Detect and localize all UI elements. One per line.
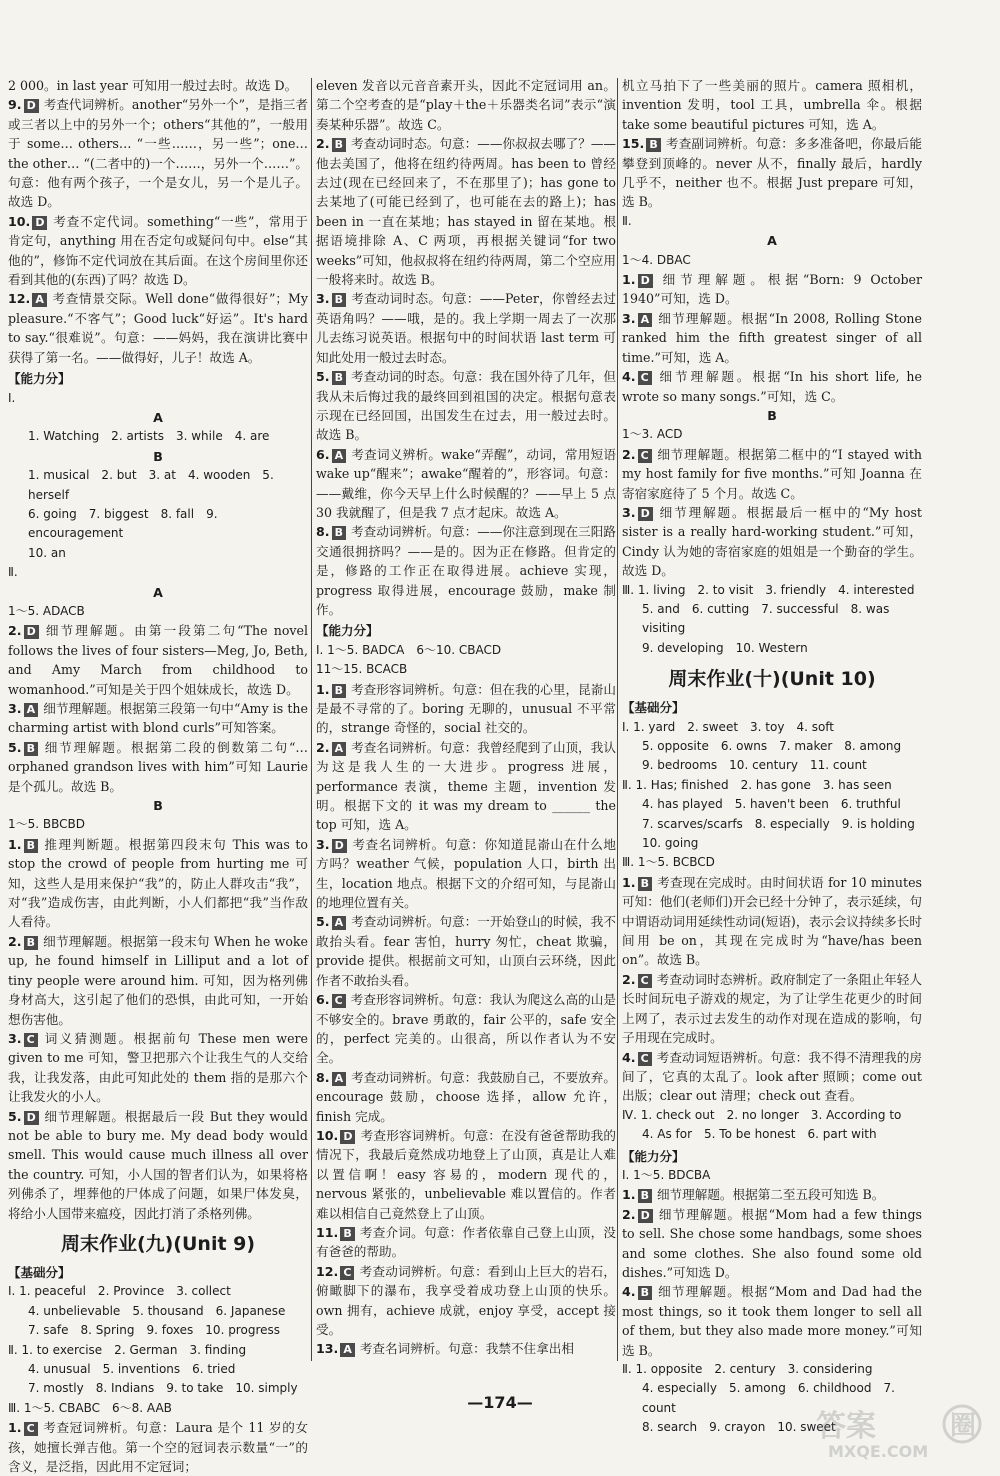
answer-item xyxy=(8,835,308,932)
explanation-text: 考查词义辨析。wake“弄醒”，动词，常用短语 wake up“醒来”；awake“醒着的”，形容词。句意：——戴维，你今天早上什么时候醒的？——早上 5 点 30 我就醒了，但是我 7 点才起床。故选 A。 xyxy=(316,446,616,520)
answer-letter-badge: B xyxy=(332,526,346,540)
answer-item xyxy=(316,1126,616,1223)
unit-title: 周末作业(九)(Unit 9) xyxy=(60,1232,256,1255)
question-number: 1. xyxy=(622,874,636,890)
svg-text:圈: 圈 xyxy=(950,1411,977,1441)
answer-line: 1～3. ACD xyxy=(622,427,683,442)
answer-letter-badge: A xyxy=(332,449,347,463)
answer-line: Ⅰ. 1～5. BADCA 6～10. CBACD xyxy=(316,642,502,657)
answer-letter-badge: D xyxy=(332,839,347,853)
section-heading: 【能力分】 xyxy=(8,371,71,387)
answer-letter-badge: A xyxy=(24,703,39,717)
answer-item xyxy=(622,1205,922,1283)
answer-letter-badge: C xyxy=(638,449,652,463)
answer-letter-badge: C xyxy=(638,974,652,988)
question-number: 3. xyxy=(8,701,22,716)
answer-line: 4. has played 5. haven't been 6. truthful xyxy=(642,797,901,812)
explanation-text: 考查副词辨析。句意：多多准备吧，你最后能攀登到顶峰的。never 从不，finally 最后，hardly 几乎不，neither 也不。根据 Just prepare 可知，选 B。 xyxy=(622,136,922,210)
answer-letter-badge: D xyxy=(638,274,653,288)
roman-numeral: Ⅱ. xyxy=(622,213,632,228)
answer-letter-badge: D xyxy=(638,507,653,521)
question-number: 4. xyxy=(622,369,636,385)
answer-line: 7. safe 8. Spring 9. foxes 10. progress xyxy=(28,1323,280,1338)
question-number: 12. xyxy=(8,291,31,307)
question-number: 4. xyxy=(622,1284,636,1300)
answer-item xyxy=(622,367,922,406)
section-heading: 【基础分】 xyxy=(8,1264,71,1280)
answer-line: Ⅰ. 1. peaceful 2. Province 3. collect xyxy=(8,1284,231,1299)
answer-line: 9. developing 10. Western xyxy=(642,640,808,655)
question-number: 4. xyxy=(622,1049,636,1065)
explanation-text: 考查动词辨析。句意：——你注意到现在三阳路交通很拥挤吗？——是的。因为正在修路。但肯定的是，修路的工作正在取得进展。achieve 实现，progress 取得进展，encourage 鼓励，make 制作。 xyxy=(316,524,616,617)
question-number: 1. xyxy=(622,272,636,288)
part-label: B xyxy=(153,448,163,464)
answer-item xyxy=(8,699,308,738)
answer-letter-badge: A xyxy=(332,742,347,756)
answer-item xyxy=(622,309,922,367)
question-number: 3. xyxy=(622,504,636,520)
answer-line: 4. especially 5. among 6. childhood 7. count xyxy=(642,1381,895,1415)
answer-letter-badge: C xyxy=(340,1266,354,1280)
part-label: B xyxy=(153,798,163,814)
explanation-text: 细节理解题。根据最后一段 But they would not be able to bury me. My dead body would smell. This would cause much illness all over the country. 可知，小人国的智者们认为，如果将格列佛杀了，埋葬他的尸体成了问题，如果尸体发臭，将给小人国带来瘟疫，因此打消了杀格列佛。 xyxy=(8,1108,308,1221)
answer-item xyxy=(8,621,308,699)
answer-line: 1～5. BBCBD xyxy=(8,817,86,832)
question-number: 5. xyxy=(316,914,330,930)
answer-item xyxy=(316,1339,616,1358)
answer-line: 4. As for 5. To be honest 6. part with xyxy=(642,1127,877,1142)
paragraph: 2 000。in last year 可知用一般过去时。故选 D。 xyxy=(8,78,298,93)
svg-text:答案: 答案 xyxy=(816,1409,876,1444)
answer-letter-badge: A xyxy=(332,1072,347,1086)
answer-letter-badge: B xyxy=(332,293,346,307)
answer-item xyxy=(8,1418,308,1476)
question-number: 15. xyxy=(622,136,645,152)
answer-item xyxy=(622,503,922,581)
answer-item xyxy=(8,738,308,796)
answer-item xyxy=(316,1223,616,1262)
explanation-text: 考查名词辨析。句意：我禁不住拿出相 xyxy=(359,1341,574,1357)
question-number: 8. xyxy=(316,524,330,540)
explanation-text: 细节理解题。由第一段第二句“The novel follows the lives of four sisters—Meg, Jo, Beth, and Amy March from childhood to womanhood.”可知是关于四个姐妹成长，故选 D。 xyxy=(8,623,308,697)
answer-line: Ⅱ. 1. to exercise 2. German 3. finding xyxy=(8,1342,247,1357)
answer-line: 7. scarves/scarfs 8. especially 9. is holding xyxy=(642,816,915,831)
answer-letter-badge: D xyxy=(638,1209,653,1223)
answer-item xyxy=(8,932,308,1029)
answer-item xyxy=(316,835,616,913)
unit-title: 周末作业(十)(Unit 10) xyxy=(668,668,876,691)
explanation-text: 考查动词时态。句意：——Peter，你曾经去过英语角吗？——哦，是的。我上学期一周去了一次那儿去练习说英语。根据句中的时间状语 last term 可知此处用一般过去时态。 xyxy=(316,291,616,365)
answer-item xyxy=(8,95,308,211)
answer-item xyxy=(622,1048,922,1106)
part-label: A xyxy=(153,584,163,600)
question-number: 2. xyxy=(8,623,22,639)
answer-letter-badge: B xyxy=(340,1227,354,1241)
answer-item xyxy=(622,134,922,212)
answer-letter-badge: D xyxy=(24,99,39,113)
question-number: 2. xyxy=(316,136,330,152)
question-number: 5. xyxy=(8,1108,22,1124)
answer-line: 4. unusual 5. inventions 6. tried xyxy=(28,1362,236,1376)
explanation-text: 考查介词。句意：作者依靠自己登上山顶，没有爸爸的帮助。 xyxy=(316,1224,616,1260)
answer-item xyxy=(8,1107,308,1223)
answer-letter-badge: A xyxy=(332,916,347,930)
question-number: 1. xyxy=(8,836,22,852)
answer-line: 1. Watching 2. artists 3. while 4. are xyxy=(28,429,270,444)
answer-letter-badge: C xyxy=(24,1033,38,1047)
answer-item xyxy=(622,270,922,309)
question-number: 10. xyxy=(8,213,31,229)
question-number: 2. xyxy=(622,971,636,987)
answer-item xyxy=(316,680,616,738)
explanation-text: 细节理解题。根据第三段第一句中“Amy is the charming artist with blond curls”可知答案。 xyxy=(8,701,308,736)
question-number: 6. xyxy=(316,446,330,462)
answer-letter-badge: B xyxy=(638,877,652,891)
answer-line: Ⅰ. 1. yard 2. sweet 3. toy 4. soft xyxy=(622,719,835,734)
column-divider xyxy=(311,78,312,1361)
answer-letter-badge: A xyxy=(638,313,653,327)
answer-letter-badge: D xyxy=(24,625,39,639)
answer-line: 1～5. ADACB xyxy=(8,603,85,618)
answer-line: Ⅲ. 1～5. CBABC 6～8. AAB xyxy=(8,1400,172,1415)
answer-line: Ⅱ. 1. opposite 2. century 3. considering xyxy=(622,1362,873,1376)
explanation-text: 考查名词辨析。句意：我曾经爬到了山顶，我认为这是我人生的一大进步。progress 进展，performance 表演，theme 主题，invention 发明。根据下文的 it was my dream to ______ the top 可知，选 A。 xyxy=(316,739,616,833)
answer-letter-badge: B xyxy=(332,138,346,152)
answer-item xyxy=(316,367,616,445)
explanation-text: 细节理解题。根据第一段末句 When he woke up, he found himself in Lilliput and a lot of tiny people were around him. 可知，因为格列佛身材高大，这引起了他们的恐惧，由此可知，一开始想伤害他。 xyxy=(8,933,308,1027)
part-label: B xyxy=(767,407,777,423)
answer-line: Ⅳ. 1. check out 2. no longer 3. According to xyxy=(622,1107,902,1122)
answer-letter-badge: C xyxy=(332,994,346,1008)
explanation-text: 考查形容词辨析。句意：但在我的心里，昆嵛山是最不寻常的了。boring 无聊的，unusual 不平常的，strange 奇怪的，social 社交的。 xyxy=(316,681,616,736)
explanation-text: 推理判断题。根据第四段末句 This was to stop the crowd of people from hurting me 可知，这些人是用来保护“我”的，防止人群攻击“我”，对“我”造成伤害，由此判断，小人们都把“我”当作敌人看待。 xyxy=(8,836,308,930)
answer-letter-badge: D xyxy=(340,1130,355,1144)
explanation-text: 考查代词辨析。another“另外一个”，是指三者或三者以上中的另外一个；others“其他的”，一般用于 some… others… “一些……，另一些”；one… the other… “(二者中的)一个……，另外一个……”。句意：他有两个孩子，一个是女儿，另一个是儿子。故选 D。 xyxy=(8,97,308,210)
answer-letter-badge: D xyxy=(32,216,47,230)
answer-item xyxy=(622,445,922,503)
explanation-text: 考查现在完成时。由时间状语 for 10 minutes 可知：他们(老师们)开会已经十分钟了，表示延续，句中谓语动词用延续性动词(短语)，表示会议持续多长时间用 be on，其现在完成时为“have/has been on”。故选 B。 xyxy=(622,874,922,968)
explanation-text: 细节理解题。根据最后一框中的“My host sister is a really hard-working student.”可知，Cindy 认为她的寄宿家庭的姐姐是一个勤奋的学生。故选 D。 xyxy=(622,504,922,579)
answer-item xyxy=(8,212,308,290)
column-middle xyxy=(316,76,616,1365)
part-label: A xyxy=(153,409,163,425)
question-number: 5. xyxy=(8,739,22,755)
explanation-text: 细节理解题。根据第二段的倒数第二句“… orphaned grandson lives with him”可知 Laurie 是个孤儿。故选 B。 xyxy=(8,739,308,794)
question-number: 13. xyxy=(316,1341,339,1357)
answer-item xyxy=(316,445,616,523)
question-number: 5. xyxy=(316,369,330,385)
explanation-text: 词义猜测题。根据前句 These men were given to me 可知，警卫把那六个让我生气的人交给我，让我发落，由此可知此处的 them 指的是那六个让我发火的小人。 xyxy=(8,1030,308,1105)
watermark-url: MXQE.COM xyxy=(828,1442,929,1461)
explanation-text: 细节理解题。根据“Mom had a few things to sell. She chose some handbags, some shoes and some clothes. She also found some old dishes.”可知选 D。 xyxy=(622,1206,922,1280)
answer-item xyxy=(316,289,616,367)
answer-item xyxy=(316,134,616,289)
answer-letter-badge: A xyxy=(340,1343,355,1357)
answer-letter-badge: B xyxy=(24,936,38,950)
explanation-text: 细节理解题。根据第二至五段可知选 B。 xyxy=(656,1187,885,1203)
answer-item xyxy=(316,990,616,1068)
explanation-text: 考查动词辨析。句意：一开始登山的时候，我不敢抬头看。fear 害怕，hurry 匆忙，cheat 欺骗，provide 提供。根据前文可知，山顶白云环绕，因此作者不敢抬头看。 xyxy=(316,914,616,988)
roman-numeral: Ⅰ. xyxy=(8,390,16,405)
part-label: A xyxy=(767,233,777,249)
answer-line: 7. mostly 8. Indians 9. to take 10. simply xyxy=(28,1381,298,1396)
roman-numeral: Ⅱ. xyxy=(8,565,18,580)
answer-letter-badge: B xyxy=(332,684,346,698)
answer-letter-badge: B xyxy=(638,1286,652,1300)
paragraph: eleven 发音以元音音素开头，因此不定冠词用 an。第二个空考查的是“play＋the＋乐器类名词”表示“演奏某种乐器”。故选 C。 xyxy=(316,78,616,132)
answer-item xyxy=(8,1029,308,1107)
question-number: 11. xyxy=(316,1224,339,1240)
question-number: 1. xyxy=(8,1420,22,1436)
answer-line: 5. and 6. cutting 7. successful 8. was visiting xyxy=(642,601,890,636)
answer-item xyxy=(622,1282,922,1360)
section-heading: 【基础分】 xyxy=(622,700,685,716)
answer-letter-badge: D xyxy=(24,1111,39,1125)
explanation-text: 考查动词短语辨析。句意：我不得不清理我的房间了，它真的太乱了。look after 照顾；come out 出版；clear out 清理；check out 查看。 xyxy=(622,1049,922,1104)
question-number: 3. xyxy=(622,310,636,326)
answer-line: 10. an xyxy=(28,545,66,560)
answer-letter-badge: C xyxy=(24,1422,38,1436)
explanation-text: 考查情景交际。Well done“做得很好”；My pleasure.“不客气”；Good luck“好运”。It's hard to say.“很难说”。句意：——妈妈，我在演讲比赛中获得了第一名。——做得好，儿子！故选 A。 xyxy=(8,291,308,365)
answer-item xyxy=(8,289,308,367)
section-heading: 【能力分】 xyxy=(316,623,379,639)
section-heading: 【能力分】 xyxy=(622,1148,685,1164)
explanation-text: 细节理解题。根据“Born: 9 October 1940”可知，选 D。 xyxy=(622,272,922,307)
question-number: 6. xyxy=(316,992,330,1008)
explanation-text: 考查动词辨析。句意：我鼓励自己，不要放弃。encourage 鼓励，choose 选择，allow 允许，finish 完成。 xyxy=(316,1069,616,1124)
explanation-text: 细节理解题。根据“In 2008, Rolling Stone ranked him the fifth greatest singer of all time.”可知，选 A。 xyxy=(622,310,922,365)
answer-item xyxy=(622,1185,922,1204)
explanation-text: 细节理解题。根据“Mom and Dad had the most things, so it took them longer to sell all of them, but they also made more money.”可知选 B。 xyxy=(622,1284,922,1358)
answer-letter-badge: B xyxy=(332,371,346,385)
answer-line: 1. musical 2. but 3. at 4. wooden 5. herself xyxy=(28,468,274,502)
question-number: 2. xyxy=(622,446,636,462)
answer-item xyxy=(316,738,616,835)
question-number: 8. xyxy=(316,1069,330,1085)
answer-item xyxy=(316,522,616,619)
answer-letter-badge: B xyxy=(638,1189,652,1203)
explanation-text: 细节理解题。根据“In his short life, he wrote so many songs.”可知，选 C。 xyxy=(622,369,922,404)
answer-line: 11～15. BCACB xyxy=(316,662,408,677)
answer-line: 10. going xyxy=(642,836,699,851)
question-number: 3. xyxy=(316,836,330,852)
question-number: 1. xyxy=(622,1187,636,1203)
question-number: 2. xyxy=(8,933,22,949)
answer-item xyxy=(316,1262,616,1340)
explanation-text: 考查形容词辨析。句意：我认为爬这么高的山是不够安全的。brave 勇敢的，fair 公平的，safe 安全的，perfect 完美的。山很高，所以作者认为不安全。 xyxy=(316,992,616,1066)
answer-line: Ⅲ. 1. living 2. to visit 3. friendly 4. interested xyxy=(622,582,915,597)
answer-letter-badge: B xyxy=(646,138,660,152)
explanation-text: 细节理解题。根据第二框中的“I stayed with my host family for five months.”可知 Joanna 在寄宿家庭待了 5 个月。故选 C。 xyxy=(622,446,922,501)
answer-letter-badge: C xyxy=(638,371,652,385)
explanation-text: 考查动词辨析。句意：看到山上巨大的岩石，俯瞰脚下的瀑布，我享受着成功登上山顶的快乐。own 拥有，achieve 成就，enjoy 享受，accept 接受。 xyxy=(316,1263,616,1337)
column-divider xyxy=(617,78,618,1361)
answer-line: Ⅰ. 1～5. BDCBA xyxy=(622,1167,711,1182)
answer-line: 4. unbelievable 5. thousand 6. Japanese xyxy=(28,1303,286,1318)
question-number: 12. xyxy=(316,1263,339,1279)
answer-item xyxy=(622,873,922,970)
question-number: 3. xyxy=(316,291,330,307)
question-number: 1. xyxy=(316,681,330,697)
question-number: 3. xyxy=(8,1030,22,1046)
explanation-text: 考查动词时态辨析。政府制定了一条阻止年轻人长时间玩电子游戏的规定，为了让学生花更少的时间上网了，表示过去发生的动作对现在造成的影响，句子用现在完成时。 xyxy=(622,971,922,1046)
answer-line: 5. opposite 6. owns 7. maker 8. among xyxy=(642,739,902,753)
answer-letter-badge: B xyxy=(24,839,38,853)
question-number: 2. xyxy=(316,739,330,755)
page-number: —174— xyxy=(467,1393,533,1412)
answer-letter-badge: A xyxy=(32,293,47,307)
explanation-text: 考查动词时态。句意：——你叔叔去哪了？——他去美国了，他将在纽约待两周。has been to 曾经去过(现在已经回来了，不在那里了)；has gone to 去某地了(可能已经到了，也可能在去的路上)；has been in 一直在某地；has stayed in 留在某地。根据语境排除 A、C 两项，再根据关键词“for two weeks”可知，他叔叔将在纽约待两周，第二个空应用一般将来时。故选 B。 xyxy=(316,136,616,288)
answer-line: Ⅱ. 1. Has; finished 2. has gone 3. has seen xyxy=(622,777,892,792)
watermark-logo xyxy=(812,1402,988,1460)
question-number: 9. xyxy=(8,97,22,113)
answer-line: 6. going 7. biggest 8. fall 9. encouragement xyxy=(28,506,218,541)
answer-letter-badge: B xyxy=(24,742,38,756)
answer-line: 1～4. DBAC xyxy=(622,252,691,267)
answer-line: 8. search 9. crayon 10. sweet xyxy=(642,1420,836,1435)
explanation-text: 考查动词的时态。句意：我在国外待了几年，但我从未后悔过我的最终回到祖国的决定。根据句意表示现在已经回国，出国发生在过去，用一般过去时。故选 B。 xyxy=(316,369,616,443)
question-number: 2. xyxy=(622,1206,636,1222)
answer-item xyxy=(316,1068,616,1126)
answer-item xyxy=(316,912,616,990)
explanation-text: 考查形容词辨析。句意：在没有爸爸帮助我的情况下，我最后竟然成功地登上了山顶，真是让人难以置信啊！easy 容易的，modern 现代的，nervous 紧张的，unbelievable 难以置信的。作者难以相信自己竟然登上了山顶。 xyxy=(316,1127,616,1221)
explanation-text: 考查名词辨析。句意：你知道昆嵛山在什么地方吗？weather 气候，population 人口，birth 出生，location 地点。根据下文的介绍可知，与昆嵛山的地理位置有关。 xyxy=(316,836,616,911)
explanation-text: 考查不定代词。something“一些”，常用于肯定句，anything 用在否定句或疑问句中。else“其他的”，修饰不定代词放在其后面。在这个房间里你还看到其他的(东西)了吗？故选 D。 xyxy=(8,213,308,288)
explanation-text: 考查冠词辨析。句意：Laura 是个 11 岁的女孩，她擅长弹吉他。第一个空的冠词表示数量“一”的含义，是泛指，因此用不定冠词； xyxy=(8,1420,308,1475)
answer-line: Ⅲ. 1～5. BCBCD xyxy=(622,855,715,870)
paragraph: 机立马拍下了一些美丽的照片。camera 照相机，invention 发明，tool 工具，umbrella 伞。根据 take some beautiful pictures 可知，选 A。 xyxy=(622,78,922,132)
question-number: 10. xyxy=(316,1127,339,1143)
answer-line: 9. bedrooms 10. century 11. count xyxy=(642,758,867,773)
answer-item xyxy=(622,970,922,1048)
column-left xyxy=(8,76,308,1475)
answer-letter-badge: C xyxy=(638,1052,652,1066)
